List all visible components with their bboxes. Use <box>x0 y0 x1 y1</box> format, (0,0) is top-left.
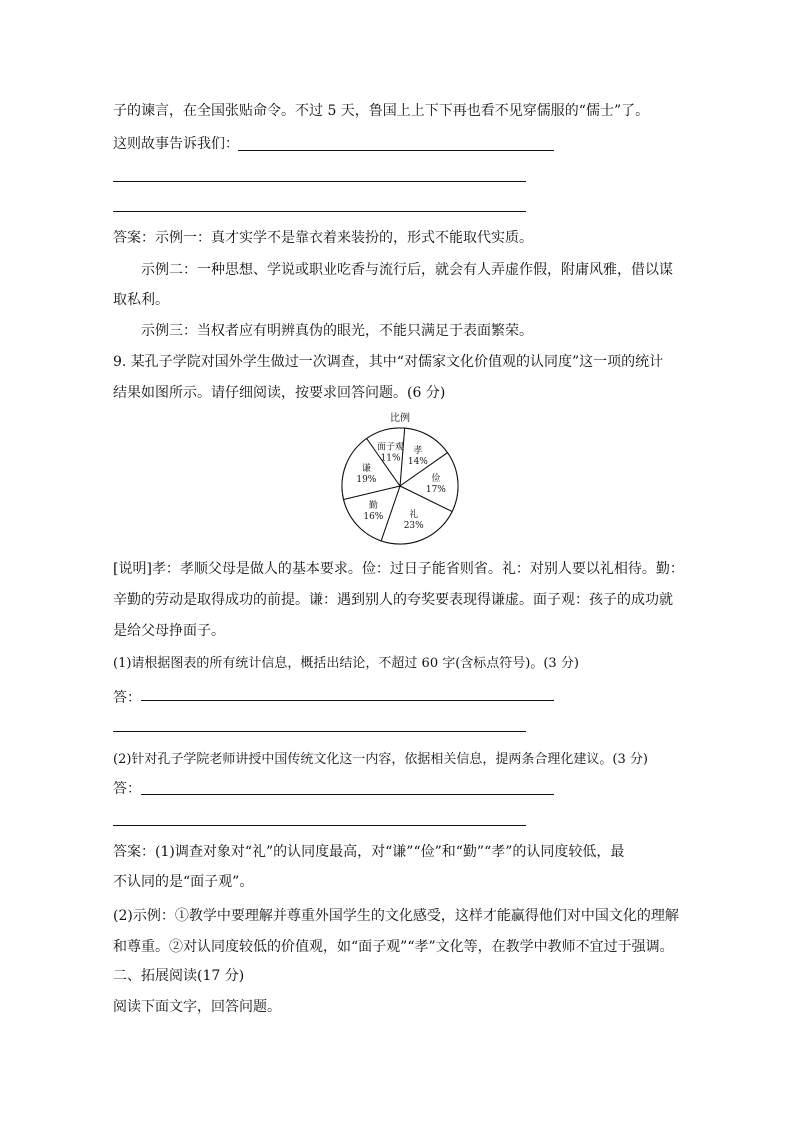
answer-blank-line <box>113 181 526 182</box>
paragraph-story-end: 子的谏言，在全国张贴命令。不过 5 天，鲁国上上下下再也看不见穿儒服的“儒士”了。 <box>113 103 650 119</box>
pie-value-俭: 17% <box>425 485 446 496</box>
story-prompt: 这则故事告诉我们： <box>113 136 239 152</box>
sub-question-2: (2)针对孔子学院老师讲授中国传统文化这一内容，依据相关信息，提两条合理化建议。(3 分) <box>113 752 648 767</box>
pie-label-俭: 俭 <box>431 474 441 485</box>
question-9-line2: 结果如图所示。请仔细阅读，按要求回答问题。(6 分) <box>113 385 446 401</box>
answer-example-1: 答案：示例一：真才实学不是靠衣着来装扮的，形式不能取代实质。 <box>113 230 533 246</box>
pie-label-孝: 孝 <box>413 445 423 456</box>
answer-example-2-line2: 取私利。 <box>113 292 169 308</box>
reading-prompt: 阅读下面文字，回答问题。 <box>113 999 281 1015</box>
pie-label-勤: 勤 <box>368 501 378 512</box>
answer-example-2-line1: 示例二：一种思想、学说或职业吃香与流行后，就会有人弄虚作假，附庸风雅，借以谋 <box>141 262 673 278</box>
answer-example-3: 示例三：当权者应有明辨真伪的眼光，不能只满足于表面繁荣。 <box>141 323 533 339</box>
note-line1: [说明]孝：孝顺父母是做人的基本要求。俭：过日子能省则省。礼：对别人要以礼相待。勤： <box>113 561 684 577</box>
answer-blank-line <box>141 794 554 795</box>
pie-label-礼: 礼 <box>409 510 419 521</box>
sub-question-1: (1)请根据图表的所有统计信息，概括出结论，不超过 60 字(含标点符号)。(3 分) <box>113 656 579 671</box>
note-line2: 辛勤的劳动是取得成功的前提。谦：遇到别人的夸奖要表现得谦虚。面子观：孩子的成功就 <box>113 592 673 608</box>
pie-value-孝: 14% <box>407 456 428 467</box>
answer-1-line1: 答案：(1)调查对象对“礼”的认同度最高，对“谦”“俭”和“勤”“孝”的认同度较低，最 <box>113 844 625 860</box>
answer-blank-line <box>113 211 526 212</box>
pie-label-谦: 谦 <box>361 464 371 475</box>
answer-2-line1: (2)示例：①教学中要理解并尊重外国学生的文化感受，这样才能赢得他们对中国文化的理解 <box>113 908 679 924</box>
answer-blank-line <box>141 700 554 701</box>
section-heading: 二、拓展阅读(17 分) <box>113 968 245 984</box>
pie-value-谦: 19% <box>356 475 377 486</box>
pie-chart <box>330 405 470 545</box>
chart-title: 比例 <box>390 413 410 424</box>
answer-label: 答： <box>113 690 141 706</box>
question-9-line1: 9. 某孔子学院对国外学生做过一次调查，其中“对儒家文化价值观的认同度”这一项的统计 <box>113 354 664 370</box>
answer-label: 答： <box>113 781 141 797</box>
pie-value-面子观: 11% <box>380 453 401 464</box>
answer-blank-line <box>113 825 526 826</box>
pie-value-勤: 16% <box>363 512 384 523</box>
pie-value-礼: 23% <box>403 521 424 532</box>
note-line3: 是给父母挣面子。 <box>113 623 225 639</box>
pie-label-面子观: 面子观 <box>377 442 405 453</box>
answer-blank-line <box>113 731 526 732</box>
answer-2-line2: 和尊重。②对认同度较低的价值观，如“面子观”“孝”文化等，在教学中教师不宜过于强调。 <box>113 939 674 955</box>
answer-1-line2: 不认同的是“面子观”。 <box>113 874 254 890</box>
answer-blank-line <box>238 150 554 151</box>
